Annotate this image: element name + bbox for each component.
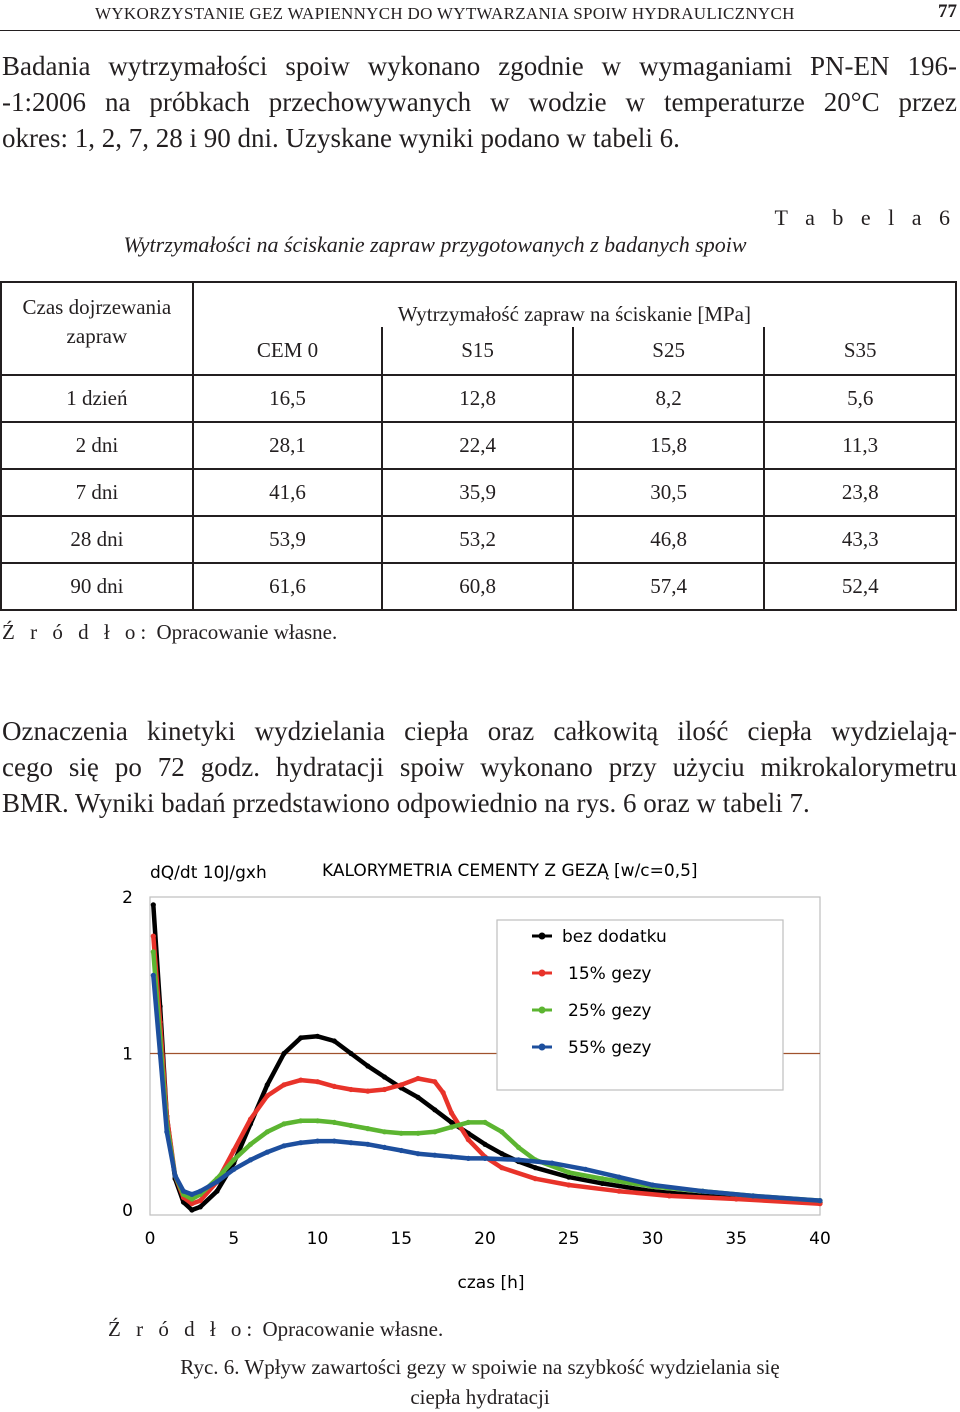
data-point [382,1129,387,1134]
x-tick-label: 0 [144,1229,156,1249]
x-tick-labels [145,1229,831,1249]
data-point [248,1117,253,1122]
table-cell: 30,5 [573,469,765,516]
data-point [449,1110,454,1115]
row-label: 7 dni [1,469,193,516]
data-point [281,1082,286,1087]
data-point [231,1157,236,1162]
paragraph-1 [2,48,957,156]
data-point [432,1153,437,1158]
table-caption: Wytrzymałości na ściskanie zapraw przygotowanych z badanych spoiw [123,232,747,257]
paragraph-2-line: Oznaczenia kinetyki wydzielania ciepła oraz całkowitą ilość ciepła wydzielają- [2,716,957,746]
data-point [298,1078,303,1083]
table-row [1,516,956,563]
paragraph-1-line: okres: 1, 2, 7, 28 i 90 dni. Uzyskane wyniki podano w tabeli 6. [2,123,680,153]
data-point [667,1193,672,1198]
data-point [466,1120,471,1125]
data-point [382,1087,387,1092]
running-title: WYKORZYSTANIE GEZ WAPIENNYCH DO WYTWARZANIA SPOIW HYDRAULICZNYCH [95,4,795,23]
data-point [499,1129,504,1134]
group-header-cell: Wytrzymałość zapraw na ściskanie [MPa] [193,282,956,327]
table-cell: 8,2 [573,375,765,422]
x-tick-label: 30 [641,1229,664,1249]
data-point [432,1107,437,1112]
chart-legend [497,920,783,1090]
paragraph-2 [2,713,957,821]
data-point [158,1051,163,1056]
chart-xlabel: czas [h] [457,1273,525,1293]
table-cell: 28,1 [193,422,383,469]
data-point [441,1090,446,1095]
data-point [332,1038,337,1043]
page-number: 77 [938,1,957,22]
data-point [499,1165,504,1170]
data-point [365,1142,370,1147]
table-source-text: Opracowanie własne. [156,620,338,644]
data-point [365,1063,370,1068]
table-cell: 16,5 [193,375,383,422]
data-point [449,1120,454,1125]
table-cell: 52,4 [764,563,956,610]
row-label: 90 dni [1,563,193,610]
table-cell: 53,9 [193,516,383,563]
data-point [315,1139,320,1144]
data-point [566,1182,571,1187]
table-source-prefix: Ź r ó d ł o: [2,620,152,644]
data-point [198,1204,203,1209]
data-point [432,1079,437,1084]
data-point [750,1193,755,1198]
data-point [189,1192,194,1197]
legend-marker [539,1007,546,1014]
data-point [734,1196,739,1201]
data-point [432,1129,437,1134]
data-point [466,1156,471,1161]
legend-marker [539,970,546,977]
data-point [173,1173,178,1178]
data-point [516,1145,521,1150]
table-row [1,563,956,610]
figure-caption-line: ciepła hydratacji [410,1385,550,1409]
table-cell: 53,2 [382,516,573,563]
calorimetry-chart [0,845,960,1310]
x-tick-label: 40 [809,1229,831,1249]
row-header-cell: Czas dojrzewania zapraw [1,282,193,375]
column-header: S25 [573,327,765,375]
data-point [198,1198,203,1203]
data-point [566,1170,571,1175]
data-point [415,1076,420,1081]
table-row [1,422,956,469]
chart-ylabel: dQ/dt 10J/gxh [150,863,267,883]
table-cell: 15,8 [573,422,765,469]
data-point [482,1156,487,1161]
data-point [817,1198,822,1203]
data-point [298,1035,303,1040]
data-point [449,1125,454,1130]
running-header [0,0,960,31]
x-tick-label: 10 [306,1229,329,1249]
data-point [600,1176,605,1181]
data-point [650,1182,655,1187]
figure-source-prefix: Ź r ó d ł o: [108,1317,258,1341]
column-header: S35 [764,327,956,375]
table-cell: 5,6 [764,375,956,422]
data-point [482,1120,487,1125]
data-point [298,1118,303,1123]
figure-source-text: Opracowanie własne. [262,1317,444,1341]
table-cell: 22,4 [382,422,573,469]
data-point [616,1175,621,1180]
table-source [2,620,337,645]
data-point [231,1148,236,1153]
data-point [164,1129,169,1134]
data-point [365,1126,370,1131]
data-point [600,1181,605,1186]
x-tick-label: 15 [390,1229,413,1249]
table-cell: 23,8 [764,469,956,516]
data-point [700,1189,705,1194]
paragraph-1-line: Badania wytrzymałości spoiw wykonano zgodnie w wymaganiami PN-EN 196- [2,51,957,81]
data-point [214,1189,219,1194]
data-point [348,1051,353,1056]
figure-caption [0,1352,960,1412]
row-label: 28 dni [1,516,193,563]
table-cell: 46,8 [573,516,765,563]
table-cell: 41,6 [193,469,383,516]
figure-source [108,1317,443,1342]
data-point [248,1157,253,1162]
data-point [616,1189,621,1194]
column-header: CEM 0 [193,327,383,375]
data-point [315,1118,320,1123]
data-point [332,1139,337,1144]
strength-table [0,281,957,611]
row-label: 1 dzień [1,375,193,422]
data-point [566,1175,571,1180]
paragraph-2-line: cego się po 72 godz. hydratacji spoiw wykonano przy użyciu mikrokalorymetru [2,752,957,782]
data-point [151,902,156,907]
data-point [281,1121,286,1126]
data-point [499,1151,504,1156]
legend-marker [539,1044,546,1051]
data-point [583,1167,588,1172]
data-point [281,1143,286,1148]
x-tick-label: 5 [228,1229,240,1249]
data-point [549,1161,554,1166]
legend-label: 55% gezy [568,1038,652,1058]
x-tick-label: 25 [557,1229,580,1249]
data-point [315,1034,320,1039]
data-point [198,1189,203,1194]
data-point [265,1129,270,1134]
data-point [482,1142,487,1147]
data-point [533,1176,538,1181]
legend-label: 25% gezy [568,1001,652,1021]
data-point [399,1131,404,1136]
table-cell: 11,3 [764,422,956,469]
data-point [365,1089,370,1094]
data-point [399,1082,404,1087]
data-point [415,1131,420,1136]
data-point [265,1082,270,1087]
table-cell: 43,3 [764,516,956,563]
data-point [332,1084,337,1089]
data-point [151,934,156,939]
table-cell: 60,8 [382,563,573,610]
chart-title: KALORYMETRIA CEMENTY Z GEZĄ [w/c=0,5] [322,861,698,881]
paragraph-2-line: BMR. Wyniki badań przedstawiono odpowiednio na rys. 6 oraz w tabeli 7. [2,788,810,818]
paragraph-1-line: -1:2006 na próbkach przechowywanych w wodzie w temperaturze 20°C przez [2,87,957,117]
data-point [466,1137,471,1142]
table-cell: 57,4 [573,563,765,610]
data-point [348,1140,353,1145]
data-point [382,1145,387,1150]
table-cell: 12,8 [382,375,573,422]
data-point [348,1123,353,1128]
data-point [382,1074,387,1079]
figure-caption-line: Ryc. 6. Wpływ zawartości gezy w spoiwie na szybkość wydzielania się [180,1355,780,1379]
legend-marker [539,933,546,940]
data-point [399,1148,404,1153]
data-point [516,1157,521,1162]
data-point [281,1051,286,1056]
data-point [265,1150,270,1155]
data-point [189,1201,194,1206]
data-point [151,949,156,954]
data-point [231,1167,236,1172]
data-point [533,1165,538,1170]
table-number: T a b e l a 6 [774,205,956,230]
data-point [348,1087,353,1092]
table-cell: 35,9 [382,469,573,516]
x-tick-label: 20 [474,1229,496,1249]
row-label: 2 dni [1,422,193,469]
data-point [189,1196,194,1201]
data-point [449,1154,454,1159]
data-point [151,973,156,978]
table-cell: 61,6 [193,563,383,610]
x-tick-label: 35 [725,1229,748,1249]
table-row [1,375,956,422]
data-point [415,1151,420,1156]
y-tick-label: 0 [122,1201,133,1221]
data-point [298,1140,303,1145]
column-header: S15 [382,327,573,375]
data-point [181,1189,186,1194]
data-point [265,1093,270,1098]
y-tick-label: 2 [122,888,133,908]
data-point [248,1142,253,1147]
data-point [315,1079,320,1084]
y-tick-labels [122,888,133,1221]
table-header-row [1,282,956,327]
data-point [415,1095,420,1100]
table-row [1,469,956,516]
data-point [214,1179,219,1184]
y-tick-label: 1 [122,1044,133,1065]
data-point [189,1207,194,1212]
legend-label: bez dodatku [562,927,667,947]
legend-label: 15% gezy [568,964,652,984]
data-point [332,1120,337,1125]
